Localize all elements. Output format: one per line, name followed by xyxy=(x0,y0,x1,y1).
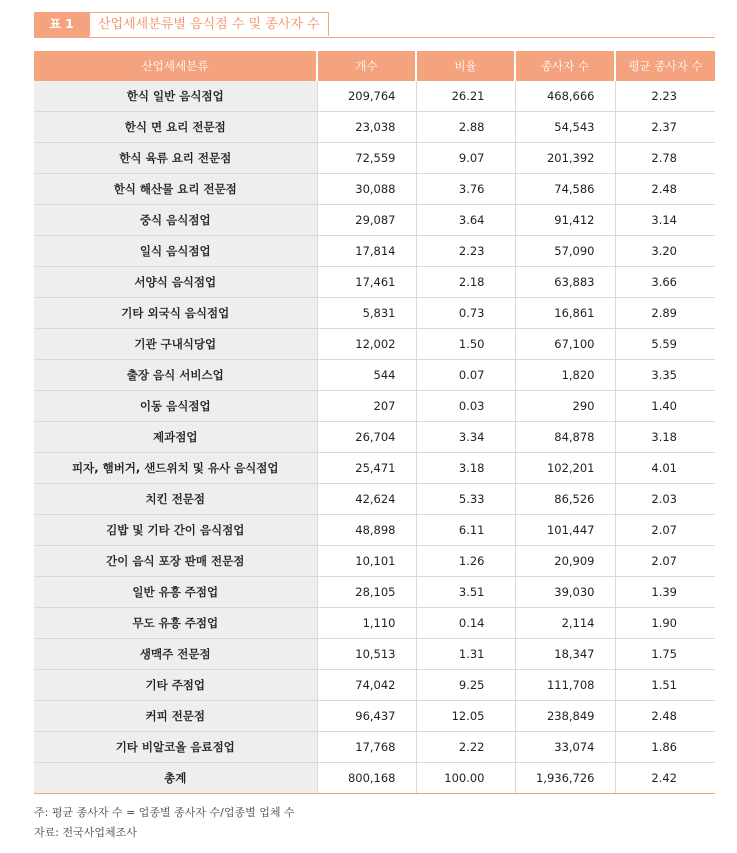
avg-workers-cell: 2.42 xyxy=(615,763,715,794)
workers-cell: 238,849 xyxy=(515,701,615,732)
ratio-cell: 2.22 xyxy=(416,732,515,763)
avg-workers-cell: 2.07 xyxy=(615,546,715,577)
header-ratio: 비율 xyxy=(416,51,515,81)
category-cell: 한식 면 요리 전문점 xyxy=(34,112,317,143)
workers-cell: 39,030 xyxy=(515,577,615,608)
count-cell: 28,105 xyxy=(317,577,416,608)
workers-cell: 1,820 xyxy=(515,360,615,391)
avg-workers-cell: 3.66 xyxy=(615,267,715,298)
count-cell: 207 xyxy=(317,391,416,422)
workers-cell: 201,392 xyxy=(515,143,615,174)
ratio-cell: 0.03 xyxy=(416,391,515,422)
count-cell: 17,768 xyxy=(317,732,416,763)
workers-cell: 20,909 xyxy=(515,546,615,577)
avg-workers-cell: 1.75 xyxy=(615,639,715,670)
table-row xyxy=(34,143,715,174)
ratio-cell: 1.50 xyxy=(416,329,515,360)
avg-workers-cell: 2.48 xyxy=(615,174,715,205)
table-row xyxy=(34,174,715,205)
workers-cell: 16,861 xyxy=(515,298,615,329)
count-cell: 17,461 xyxy=(317,267,416,298)
workers-cell: 102,201 xyxy=(515,453,615,484)
workers-cell: 468,666 xyxy=(515,81,615,112)
avg-workers-cell: 3.18 xyxy=(615,422,715,453)
count-cell: 42,624 xyxy=(317,484,416,515)
category-cell: 기관 구내식당업 xyxy=(34,329,317,360)
category-cell: 피자, 햄버거, 샌드위치 및 유사 음식점업 xyxy=(34,453,317,484)
count-cell: 26,704 xyxy=(317,422,416,453)
avg-workers-cell: 3.35 xyxy=(615,360,715,391)
count-cell: 29,087 xyxy=(317,205,416,236)
table-row xyxy=(34,81,715,112)
workers-cell: 74,586 xyxy=(515,174,615,205)
note-formula: 주: 평균 종사자 수 = 업종별 종사자 수/업종별 업체 수 xyxy=(34,806,295,819)
avg-workers-cell: 3.14 xyxy=(615,205,715,236)
avg-workers-cell: 2.78 xyxy=(615,143,715,174)
workers-cell: 86,526 xyxy=(515,484,615,515)
avg-workers-cell: 2.48 xyxy=(615,701,715,732)
category-cell: 서양식 음식점업 xyxy=(34,267,317,298)
count-cell: 544 xyxy=(317,360,416,391)
workers-cell: 67,100 xyxy=(515,329,615,360)
header-workers: 종사자 수 xyxy=(515,51,615,81)
ratio-cell: 0.73 xyxy=(416,298,515,329)
table-title-bar xyxy=(34,12,715,38)
header-count: 개수 xyxy=(317,51,416,81)
table-row xyxy=(34,205,715,236)
count-cell: 10,513 xyxy=(317,639,416,670)
count-cell: 17,814 xyxy=(317,236,416,267)
ratio-cell: 2.23 xyxy=(416,236,515,267)
table-row xyxy=(34,267,715,298)
workers-cell: 33,074 xyxy=(515,732,615,763)
workers-cell: 84,878 xyxy=(515,422,615,453)
table-row xyxy=(34,391,715,422)
ratio-cell: 6.11 xyxy=(416,515,515,546)
table-row xyxy=(34,577,715,608)
category-cell: 한식 해산물 요리 전문점 xyxy=(34,174,317,205)
total-row xyxy=(34,763,715,794)
avg-workers-cell: 3.20 xyxy=(615,236,715,267)
count-cell: 1,110 xyxy=(317,608,416,639)
count-cell: 74,042 xyxy=(317,670,416,701)
category-cell: 간이 음식 포장 판매 전문점 xyxy=(34,546,317,577)
category-cell: 치킨 전문점 xyxy=(34,484,317,515)
avg-workers-cell: 5.59 xyxy=(615,329,715,360)
table-title: 산업세세분류별 음식점 수 및 종사자 수 xyxy=(89,12,329,36)
workers-cell: 290 xyxy=(515,391,615,422)
category-cell: 일식 음식점업 xyxy=(34,236,317,267)
count-cell: 96,437 xyxy=(317,701,416,732)
header-row xyxy=(34,51,715,81)
category-cell: 이동 음식점업 xyxy=(34,391,317,422)
avg-workers-cell: 1.39 xyxy=(615,577,715,608)
ratio-cell: 1.26 xyxy=(416,546,515,577)
avg-workers-cell: 1.86 xyxy=(615,732,715,763)
ratio-cell: 3.34 xyxy=(416,422,515,453)
category-cell: 출장 음식 서비스업 xyxy=(34,360,317,391)
avg-workers-cell: 1.40 xyxy=(615,391,715,422)
table-row xyxy=(34,515,715,546)
ratio-cell: 100.00 xyxy=(416,763,515,794)
table-row xyxy=(34,298,715,329)
category-cell: 생맥주 전문점 xyxy=(34,639,317,670)
table-number-tag: 표 1 xyxy=(34,12,89,37)
workers-cell: 101,447 xyxy=(515,515,615,546)
table-row xyxy=(34,236,715,267)
ratio-cell: 1.31 xyxy=(416,639,515,670)
table-row xyxy=(34,484,715,515)
avg-workers-cell: 4.01 xyxy=(615,453,715,484)
workers-cell: 111,708 xyxy=(515,670,615,701)
workers-cell: 54,543 xyxy=(515,112,615,143)
category-cell: 일반 유흥 주점업 xyxy=(34,577,317,608)
ratio-cell: 12.05 xyxy=(416,701,515,732)
avg-workers-cell: 2.89 xyxy=(615,298,715,329)
category-cell: 중식 음식점업 xyxy=(34,205,317,236)
table-row xyxy=(34,701,715,732)
category-cell: 커피 전문점 xyxy=(34,701,317,732)
avg-workers-cell: 1.90 xyxy=(615,608,715,639)
count-cell: 30,088 xyxy=(317,174,416,205)
category-cell: 기타 주점업 xyxy=(34,670,317,701)
category-cell: 제과점업 xyxy=(34,422,317,453)
table-body xyxy=(34,81,715,794)
count-cell: 23,038 xyxy=(317,112,416,143)
table-row xyxy=(34,732,715,763)
table-row xyxy=(34,453,715,484)
category-cell: 기타 외국식 음식점업 xyxy=(34,298,317,329)
table-row xyxy=(34,112,715,143)
workers-cell: 1,936,726 xyxy=(515,763,615,794)
note-source: 자료: 전국사업체조사 xyxy=(34,826,137,839)
data-table xyxy=(34,51,715,794)
avg-workers-cell: 2.03 xyxy=(615,484,715,515)
category-cell: 무도 유흥 주점업 xyxy=(34,608,317,639)
count-cell: 48,898 xyxy=(317,515,416,546)
avg-workers-cell: 2.23 xyxy=(615,81,715,112)
ratio-cell: 2.88 xyxy=(416,112,515,143)
count-cell: 72,559 xyxy=(317,143,416,174)
ratio-cell: 5.33 xyxy=(416,484,515,515)
table-row xyxy=(34,670,715,701)
table-row xyxy=(34,608,715,639)
table-row xyxy=(34,329,715,360)
table-row xyxy=(34,360,715,391)
ratio-cell: 3.76 xyxy=(416,174,515,205)
ratio-cell: 3.18 xyxy=(416,453,515,484)
header-category: 산업세세분류 xyxy=(34,51,317,81)
count-cell: 5,831 xyxy=(317,298,416,329)
category-cell: 한식 일반 음식점업 xyxy=(34,81,317,112)
workers-cell: 57,090 xyxy=(515,236,615,267)
ratio-cell: 2.18 xyxy=(416,267,515,298)
count-cell: 25,471 xyxy=(317,453,416,484)
count-cell: 800,168 xyxy=(317,763,416,794)
category-cell: 김밥 및 기타 간이 음식점업 xyxy=(34,515,317,546)
table-notes xyxy=(34,803,295,843)
category-cell: 총계 xyxy=(34,763,317,794)
ratio-cell: 0.14 xyxy=(416,608,515,639)
avg-workers-cell: 1.51 xyxy=(615,670,715,701)
ratio-cell: 9.07 xyxy=(416,143,515,174)
table-row xyxy=(34,422,715,453)
table-row xyxy=(34,639,715,670)
ratio-cell: 26.21 xyxy=(416,81,515,112)
ratio-cell: 3.64 xyxy=(416,205,515,236)
ratio-cell: 9.25 xyxy=(416,670,515,701)
category-cell: 기타 비알코올 음료점업 xyxy=(34,732,317,763)
workers-cell: 2,114 xyxy=(515,608,615,639)
count-cell: 209,764 xyxy=(317,81,416,112)
workers-cell: 18,347 xyxy=(515,639,615,670)
ratio-cell: 0.07 xyxy=(416,360,515,391)
ratio-cell: 3.51 xyxy=(416,577,515,608)
table-row xyxy=(34,546,715,577)
workers-cell: 63,883 xyxy=(515,267,615,298)
category-cell: 한식 육류 요리 전문점 xyxy=(34,143,317,174)
count-cell: 12,002 xyxy=(317,329,416,360)
count-cell: 10,101 xyxy=(317,546,416,577)
header-avg-workers: 평균 종사자 수 xyxy=(615,51,715,81)
workers-cell: 91,412 xyxy=(515,205,615,236)
avg-workers-cell: 2.37 xyxy=(615,112,715,143)
avg-workers-cell: 2.07 xyxy=(615,515,715,546)
